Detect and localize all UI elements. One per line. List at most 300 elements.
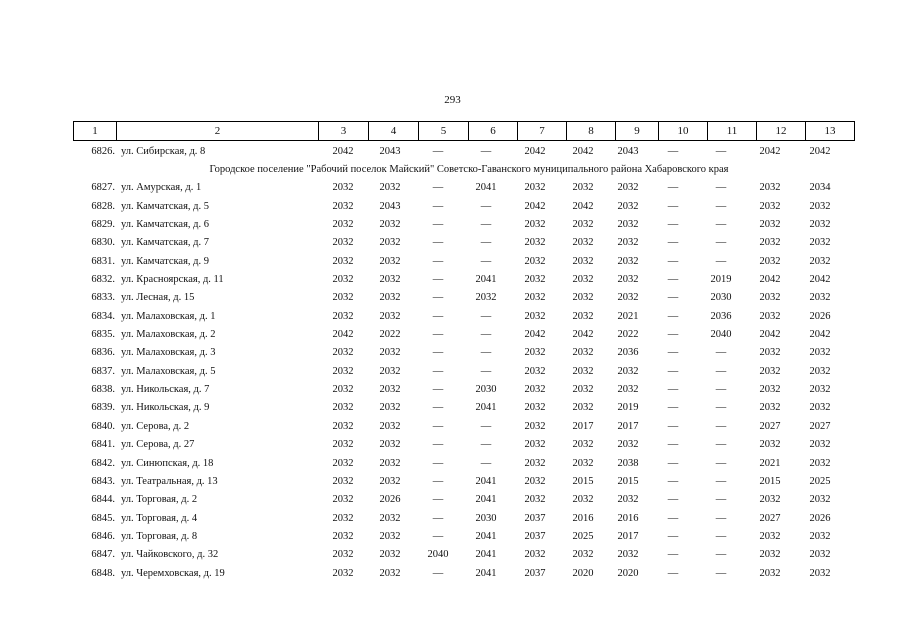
year-cell-col-12: 2032 — [759, 292, 781, 304]
year-cell-col-11: — — [715, 219, 727, 231]
year-cell-col-9: 2021 — [617, 310, 639, 322]
table-row — [73, 179, 845, 197]
year-cell-col-11: 2040 — [710, 329, 732, 341]
year-cell-col-4: 2032 — [379, 530, 401, 542]
year-cell-col-4: 2032 — [379, 292, 401, 304]
table-row — [73, 344, 845, 362]
table-row — [73, 455, 845, 473]
column-header-9: 9 — [616, 122, 659, 141]
year-cell-col-3: 2032 — [332, 274, 354, 286]
year-cell-col-3: 2032 — [332, 200, 354, 212]
address-cell: ул. Малаховская, д. 2 — [121, 329, 216, 341]
year-cell-col-10: — — [667, 402, 679, 414]
year-cell-col-9: 2032 — [617, 494, 639, 506]
year-cell-col-11: — — [715, 512, 727, 524]
year-cell-col-4: 2032 — [379, 255, 401, 267]
year-cell-col-3: 2042 — [332, 146, 354, 157]
year-cell-col-3: 2032 — [332, 219, 354, 231]
row-number: 6831. — [91, 255, 115, 267]
year-cell-col-5: — — [432, 255, 444, 267]
year-cell-col-12: 2021 — [759, 457, 781, 469]
year-cell-col-13: 2032 — [809, 255, 831, 267]
address-cell: ул. Камчатская, д. 7 — [121, 237, 210, 249]
year-cell-col-13: 2032 — [809, 200, 831, 212]
year-cell-col-7: 2032 — [524, 402, 546, 414]
year-cell-col-6: — — [480, 219, 492, 231]
section-title: Городское поселение "Рабочий поселок Майский" Советско-Гаванского муниципального района Хабаровского края — [209, 164, 729, 176]
address-cell: ул. Никольская, д. 9 — [121, 402, 210, 414]
year-cell-col-6: — — [480, 310, 492, 322]
year-cell-col-8: 2032 — [572, 274, 594, 286]
row-number: 6842. — [91, 457, 115, 469]
table-row — [73, 510, 845, 528]
table-row — [73, 528, 845, 546]
address-cell: ул. Чайковского, д. 32 — [121, 549, 219, 561]
year-cell-col-11: — — [715, 549, 727, 561]
year-cell-col-6: 2041 — [475, 182, 497, 194]
year-cell-col-11: — — [715, 182, 727, 194]
year-cell-col-3: 2032 — [332, 512, 354, 524]
year-cell-col-8: 2032 — [572, 219, 594, 231]
year-cell-col-13: 2042 — [809, 329, 831, 341]
year-cell-col-5: — — [432, 237, 444, 249]
year-cell-col-12: 2032 — [759, 549, 781, 561]
row-number: 6826. — [91, 146, 115, 157]
table-row — [73, 198, 845, 216]
year-cell-col-8: 2032 — [572, 439, 594, 451]
year-cell-col-6: — — [480, 347, 492, 359]
table-row — [73, 399, 845, 417]
row-number: 6846. — [91, 530, 115, 542]
year-cell-col-13: 2032 — [809, 494, 831, 506]
year-cell-col-3: 2042 — [332, 329, 354, 341]
address-cell: ул. Синюпская, д. 18 — [121, 457, 214, 469]
year-cell-col-6: 2041 — [475, 274, 497, 286]
year-cell-col-10: — — [667, 347, 679, 359]
year-cell-col-10: — — [667, 475, 679, 487]
table-row — [73, 271, 845, 289]
year-cell-col-3: 2032 — [332, 549, 354, 561]
year-cell-col-12: 2032 — [759, 347, 781, 359]
year-cell-col-11: — — [715, 146, 727, 157]
year-cell-col-7: 2032 — [524, 182, 546, 194]
year-cell-col-10: — — [667, 384, 679, 396]
year-cell-col-11: 2019 — [710, 274, 732, 286]
year-cell-col-7: 2032 — [524, 494, 546, 506]
row-number: 6837. — [91, 365, 115, 377]
year-cell-col-7: 2032 — [524, 549, 546, 561]
table-row — [73, 308, 845, 326]
address-cell: ул. Малаховская, д. 3 — [121, 347, 216, 359]
row-number: 6841. — [91, 439, 115, 451]
year-cell-col-3: 2032 — [332, 310, 354, 322]
row-number: 6845. — [91, 512, 115, 524]
year-cell-col-13: 2034 — [809, 182, 831, 194]
year-cell-col-10: — — [667, 292, 679, 304]
column-header-row — [74, 122, 855, 141]
year-cell-col-5: — — [432, 384, 444, 396]
year-cell-col-11: — — [715, 567, 727, 579]
column-header-13: 13 — [806, 122, 855, 141]
year-cell-col-5: — — [432, 310, 444, 322]
year-cell-col-5: — — [432, 567, 444, 579]
year-cell-col-11: — — [715, 439, 727, 451]
year-cell-col-4: 2032 — [379, 347, 401, 359]
year-cell-col-6: 2032 — [475, 292, 497, 304]
year-cell-col-7: 2032 — [524, 457, 546, 469]
year-cell-col-8: 2042 — [572, 146, 594, 157]
year-cell-col-3: 2032 — [332, 475, 354, 487]
year-cell-col-4: 2032 — [379, 420, 401, 432]
year-cell-col-12: 2032 — [759, 402, 781, 414]
table-row — [73, 253, 845, 271]
year-cell-col-5: 2040 — [427, 549, 449, 561]
column-header-1: 1 — [74, 122, 117, 141]
year-cell-col-12: 2042 — [759, 274, 781, 286]
column-header-6: 6 — [469, 122, 518, 141]
year-cell-col-7: 2032 — [524, 310, 546, 322]
year-cell-col-11: — — [715, 255, 727, 267]
year-cell-col-5: — — [432, 146, 444, 157]
year-cell-col-8: 2025 — [572, 530, 594, 542]
row-number: 6830. — [91, 237, 115, 249]
year-cell-col-3: 2032 — [332, 292, 354, 304]
year-cell-col-12: 2032 — [759, 567, 781, 579]
year-cell-col-9: 2032 — [617, 549, 639, 561]
year-cell-col-4: 2032 — [379, 182, 401, 194]
year-cell-col-4: 2032 — [379, 384, 401, 396]
year-cell-col-8: 2032 — [572, 365, 594, 377]
year-cell-col-7: 2032 — [524, 475, 546, 487]
year-cell-col-12: 2032 — [759, 494, 781, 506]
year-cell-col-7: 2042 — [524, 200, 546, 212]
address-cell: ул. Камчатская, д. 5 — [121, 200, 210, 212]
year-cell-col-8: 2032 — [572, 237, 594, 249]
row-number: 6838. — [91, 384, 115, 396]
row-number: 6836. — [91, 347, 115, 359]
year-cell-col-10: — — [667, 182, 679, 194]
year-cell-col-5: — — [432, 512, 444, 524]
year-cell-col-10: — — [667, 530, 679, 542]
year-cell-col-10: — — [667, 420, 679, 432]
table-row — [73, 418, 845, 436]
year-cell-col-9: 2032 — [617, 384, 639, 396]
year-cell-col-9: 2032 — [617, 182, 639, 194]
year-cell-col-4: 2032 — [379, 549, 401, 561]
year-cell-col-6: 2041 — [475, 494, 497, 506]
address-cell: ул. Серова, д. 27 — [121, 439, 195, 451]
year-cell-col-9: 2017 — [617, 420, 639, 432]
column-header-3: 3 — [319, 122, 369, 141]
year-cell-col-5: — — [432, 274, 444, 286]
year-cell-col-13: 2042 — [809, 274, 831, 286]
year-cell-col-11: — — [715, 420, 727, 432]
year-cell-col-10: — — [667, 329, 679, 341]
row-number: 6843. — [91, 475, 115, 487]
year-cell-col-8: 2032 — [572, 182, 594, 194]
address-cell: ул. Торговая, д. 8 — [121, 530, 198, 542]
year-cell-col-9: 2032 — [617, 292, 639, 304]
year-cell-col-11: — — [715, 402, 727, 414]
year-cell-col-9: 2032 — [617, 439, 639, 451]
year-cell-col-8: 2015 — [572, 475, 594, 487]
column-header-5: 5 — [419, 122, 469, 141]
column-header-4: 4 — [369, 122, 419, 141]
year-cell-col-12: 2032 — [759, 310, 781, 322]
year-cell-col-6: — — [480, 200, 492, 212]
year-cell-col-8: 2016 — [572, 512, 594, 524]
year-cell-col-10: — — [667, 310, 679, 322]
column-header-table — [73, 121, 855, 141]
year-cell-col-12: 2032 — [759, 200, 781, 212]
table-row — [73, 289, 845, 307]
table-row — [73, 234, 845, 252]
year-cell-col-11: — — [715, 530, 727, 542]
year-cell-col-5: — — [432, 494, 444, 506]
table-row — [73, 216, 845, 234]
year-cell-col-7: 2032 — [524, 420, 546, 432]
year-cell-col-4: 2032 — [379, 567, 401, 579]
table-row — [73, 363, 845, 381]
year-cell-col-9: 2019 — [617, 402, 639, 414]
year-cell-col-6: — — [480, 457, 492, 469]
year-cell-col-4: 2032 — [379, 365, 401, 377]
row-number: 6848. — [91, 567, 115, 579]
year-cell-col-5: — — [432, 219, 444, 231]
year-cell-col-9: 2038 — [617, 457, 639, 469]
year-cell-col-9: 2032 — [617, 200, 639, 212]
year-cell-col-12: 2015 — [759, 475, 781, 487]
year-cell-col-7: 2032 — [524, 439, 546, 451]
year-cell-col-4: 2032 — [379, 457, 401, 469]
address-cell: ул. Черемховская, д. 19 — [121, 567, 225, 579]
year-cell-col-11: — — [715, 475, 727, 487]
year-cell-col-4: 2032 — [379, 402, 401, 414]
year-cell-col-11: 2030 — [710, 292, 732, 304]
year-cell-col-9: 2032 — [617, 219, 639, 231]
year-cell-col-6: 2030 — [475, 384, 497, 396]
year-cell-col-5: — — [432, 530, 444, 542]
year-cell-col-8: 2032 — [572, 457, 594, 469]
year-cell-col-10: — — [667, 237, 679, 249]
year-cell-col-3: 2032 — [332, 457, 354, 469]
row-number: 6840. — [91, 420, 115, 432]
year-cell-col-7: 2032 — [524, 292, 546, 304]
year-cell-col-10: — — [667, 549, 679, 561]
year-cell-col-5: — — [432, 365, 444, 377]
year-cell-col-12: 2032 — [759, 255, 781, 267]
year-cell-col-8: 2032 — [572, 310, 594, 322]
year-cell-col-11: — — [715, 237, 727, 249]
column-header-2: 2 — [117, 122, 319, 141]
year-cell-col-13: 2032 — [809, 439, 831, 451]
year-cell-col-6: — — [480, 255, 492, 267]
year-cell-col-8: 2020 — [572, 567, 594, 579]
year-cell-col-4: 2032 — [379, 219, 401, 231]
address-cell: ул. Камчатская, д. 6 — [121, 219, 210, 231]
year-cell-col-10: — — [667, 457, 679, 469]
year-cell-col-12: 2032 — [759, 237, 781, 249]
year-cell-col-4: 2032 — [379, 274, 401, 286]
year-cell-col-6: — — [480, 237, 492, 249]
year-cell-col-7: 2042 — [524, 329, 546, 341]
year-cell-col-9: 2032 — [617, 237, 639, 249]
row-number: 6847. — [91, 549, 115, 561]
year-cell-col-3: 2032 — [332, 347, 354, 359]
year-cell-col-8: 2032 — [572, 292, 594, 304]
year-cell-col-10: — — [667, 494, 679, 506]
year-cell-col-3: 2032 — [332, 567, 354, 579]
year-cell-col-5: — — [432, 457, 444, 469]
year-cell-col-5: — — [432, 329, 444, 341]
year-cell-col-4: 2022 — [379, 329, 401, 341]
year-cell-col-3: 2032 — [332, 365, 354, 377]
year-cell-col-9: 2016 — [617, 512, 639, 524]
year-cell-col-6: 2041 — [475, 549, 497, 561]
year-cell-col-4: 2043 — [379, 200, 401, 212]
year-cell-col-5: — — [432, 439, 444, 451]
year-cell-col-8: 2032 — [572, 494, 594, 506]
row-number: 6827. — [91, 182, 115, 194]
year-cell-col-10: — — [667, 146, 679, 157]
year-cell-col-7: 2032 — [524, 255, 546, 267]
year-cell-col-13: 2032 — [809, 237, 831, 249]
year-cell-col-4: 2032 — [379, 310, 401, 322]
year-cell-col-8: 2032 — [572, 255, 594, 267]
year-cell-col-6: 2041 — [475, 530, 497, 542]
year-cell-col-4: 2032 — [379, 475, 401, 487]
year-cell-col-6: 2041 — [475, 475, 497, 487]
year-cell-col-3: 2032 — [332, 439, 354, 451]
year-cell-col-8: 2042 — [572, 200, 594, 212]
year-cell-col-7: 2032 — [524, 347, 546, 359]
year-cell-col-12: 2042 — [759, 329, 781, 341]
year-cell-col-13: 2032 — [809, 530, 831, 542]
year-cell-col-4: 2032 — [379, 512, 401, 524]
year-cell-col-4: 2043 — [379, 146, 401, 157]
year-cell-col-9: 2032 — [617, 274, 639, 286]
column-header-10: 10 — [659, 122, 708, 141]
address-cell: ул. Торговая, д. 4 — [121, 512, 198, 524]
year-cell-col-10: — — [667, 255, 679, 267]
table-body — [73, 143, 845, 583]
year-cell-col-6: 2041 — [475, 567, 497, 579]
table-row — [73, 143, 845, 161]
year-cell-col-12: 2032 — [759, 384, 781, 396]
year-cell-col-3: 2032 — [332, 237, 354, 249]
address-cell: ул. Лесная, д. 15 — [121, 292, 195, 304]
year-cell-col-4: 2032 — [379, 439, 401, 451]
year-cell-col-13: 2032 — [809, 384, 831, 396]
year-cell-col-10: — — [667, 512, 679, 524]
year-cell-col-3: 2032 — [332, 384, 354, 396]
year-cell-col-6: 2030 — [475, 512, 497, 524]
year-cell-col-13: 2032 — [809, 567, 831, 579]
year-cell-col-3: 2032 — [332, 402, 354, 414]
year-cell-col-7: 2042 — [524, 146, 546, 157]
year-cell-col-4: 2032 — [379, 237, 401, 249]
year-cell-col-4: 2026 — [379, 494, 401, 506]
year-cell-col-8: 2042 — [572, 329, 594, 341]
year-cell-col-7: 2037 — [524, 512, 546, 524]
year-cell-col-11: — — [715, 494, 727, 506]
year-cell-col-7: 2032 — [524, 219, 546, 231]
row-number: 6839. — [91, 402, 115, 414]
year-cell-col-7: 2032 — [524, 384, 546, 396]
year-cell-col-13: 2042 — [809, 146, 831, 157]
year-cell-col-6: — — [480, 420, 492, 432]
year-cell-col-7: 2032 — [524, 365, 546, 377]
year-cell-col-13: 2032 — [809, 347, 831, 359]
year-cell-col-9: 2032 — [617, 255, 639, 267]
table-row — [73, 473, 845, 491]
year-cell-col-9: 2015 — [617, 475, 639, 487]
year-cell-col-13: 2032 — [809, 219, 831, 231]
year-cell-col-9: 2022 — [617, 329, 639, 341]
year-cell-col-13: 2026 — [809, 512, 831, 524]
year-cell-col-9: 2043 — [617, 146, 639, 157]
year-cell-col-8: 2032 — [572, 549, 594, 561]
year-cell-col-7: 2032 — [524, 274, 546, 286]
year-cell-col-13: 2032 — [809, 365, 831, 377]
year-cell-col-10: — — [667, 200, 679, 212]
year-cell-col-11: 2036 — [710, 310, 732, 322]
year-cell-col-13: 2032 — [809, 402, 831, 414]
year-cell-col-11: — — [715, 457, 727, 469]
row-number: 6844. — [91, 494, 115, 506]
table-row — [73, 436, 845, 454]
row-number: 6828. — [91, 200, 115, 212]
page-number: 293 — [444, 94, 461, 106]
year-cell-col-12: 2032 — [759, 182, 781, 194]
year-cell-col-10: — — [667, 567, 679, 579]
table-row — [73, 491, 845, 509]
year-cell-col-5: — — [432, 402, 444, 414]
year-cell-col-8: 2032 — [572, 384, 594, 396]
year-cell-col-10: — — [667, 219, 679, 231]
row-number: 6833. — [91, 292, 115, 304]
year-cell-col-3: 2032 — [332, 420, 354, 432]
year-cell-col-11: — — [715, 365, 727, 377]
year-cell-col-8: 2032 — [572, 402, 594, 414]
year-cell-col-11: — — [715, 384, 727, 396]
year-cell-col-13: 2027 — [809, 420, 831, 432]
row-number: 6834. — [91, 310, 115, 322]
address-cell: ул. Малаховская, д. 1 — [121, 310, 216, 322]
year-cell-col-7: 2032 — [524, 237, 546, 249]
year-cell-col-11: — — [715, 200, 727, 212]
address-cell: ул. Амурская, д. 1 — [121, 182, 202, 194]
year-cell-col-9: 2032 — [617, 365, 639, 377]
address-cell: ул. Торговая, д. 2 — [121, 494, 198, 506]
row-number: 6835. — [91, 329, 115, 341]
year-cell-col-13: 2025 — [809, 475, 831, 487]
year-cell-col-10: — — [667, 365, 679, 377]
address-cell: ул. Серова, д. 2 — [121, 420, 190, 432]
year-cell-col-10: — — [667, 439, 679, 451]
year-cell-col-13: 2032 — [809, 292, 831, 304]
column-header-8: 8 — [567, 122, 616, 141]
year-cell-col-5: — — [432, 182, 444, 194]
year-cell-col-5: — — [432, 347, 444, 359]
year-cell-col-7: 2037 — [524, 530, 546, 542]
table-row — [73, 326, 845, 344]
address-cell: ул. Красноярская, д. 11 — [121, 274, 224, 286]
row-number: 6832. — [91, 274, 115, 286]
year-cell-col-9: 2020 — [617, 567, 639, 579]
year-cell-col-5: — — [432, 200, 444, 212]
column-header-7: 7 — [518, 122, 567, 141]
